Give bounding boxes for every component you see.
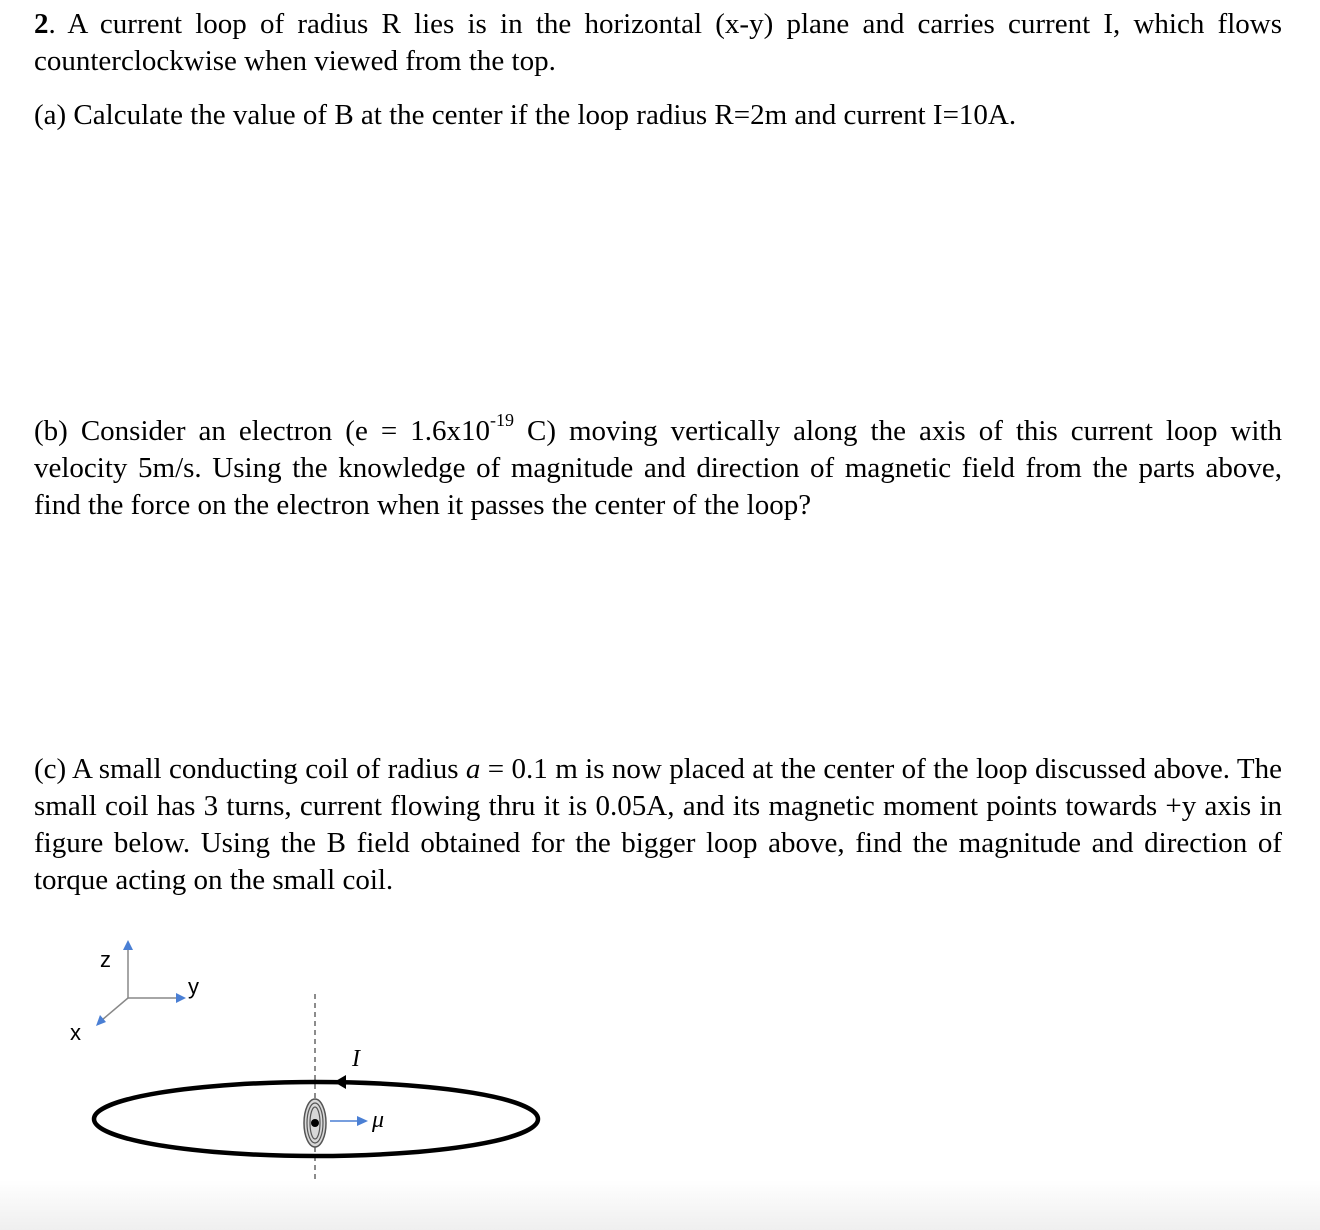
part-b-text-1: (b) Consider an electron (e = 1.6x10: [34, 415, 490, 447]
x-axis-arrow-icon: [96, 1015, 106, 1026]
part-a: (a) Calculate the value of B at the center if the loop radius R=2m and current I=10A.: [34, 99, 1017, 131]
z-axis-arrow-icon: [123, 940, 133, 950]
problem-intro-text: . A current loop of radius R lies is in the horizontal (x-y) plane and carries current I, which flows counterclockwise when viewed from the top.: [34, 8, 1282, 77]
part-b-text-2: C) moving vertically along the axis of this current loop with velocity 5m/s. Using the knowledge of magnitude and direction of magnetic field from the parts above, find the force on the electron when it passes the center of the loop?: [34, 415, 1283, 521]
y-axis-arrow-icon: [176, 993, 186, 1003]
moment-label: μ: [372, 1107, 385, 1133]
part-c: [34, 751, 1282, 899]
part-c-text-2: = 0.1 m is now placed at the center of the loop discussed above. The small coil has 3 turns, current flowing thru it is 0.05A, and its magnetic moment points towards +y axis in figure below. Using the B field obtained for the bigger loop above, find the magnitude and direction of torque acting on the small coil.: [34, 753, 1282, 896]
part-b-exponent: -19: [489, 410, 514, 431]
current-label: I: [352, 1046, 360, 1072]
axis-label-x: x: [70, 1020, 81, 1045]
coil-center-dot: [311, 1119, 319, 1127]
axis-label-y: y: [188, 974, 199, 999]
part-c-text-1: (c) A small conducting coil of radius: [34, 753, 466, 785]
current-direction-arrow-icon: [334, 1075, 346, 1089]
axes: [70, 940, 199, 1045]
moment-arrow-icon: [357, 1116, 368, 1126]
problem-intro: [34, 6, 1282, 80]
small-coil: [304, 1099, 326, 1147]
x-axis-line: [102, 998, 128, 1020]
axis-label-z: z: [100, 947, 111, 972]
problem-number: 2: [34, 8, 49, 40]
part-c-variable: a: [465, 753, 481, 785]
bottom-shade: [0, 1180, 1320, 1230]
part-b: [34, 410, 1283, 524]
